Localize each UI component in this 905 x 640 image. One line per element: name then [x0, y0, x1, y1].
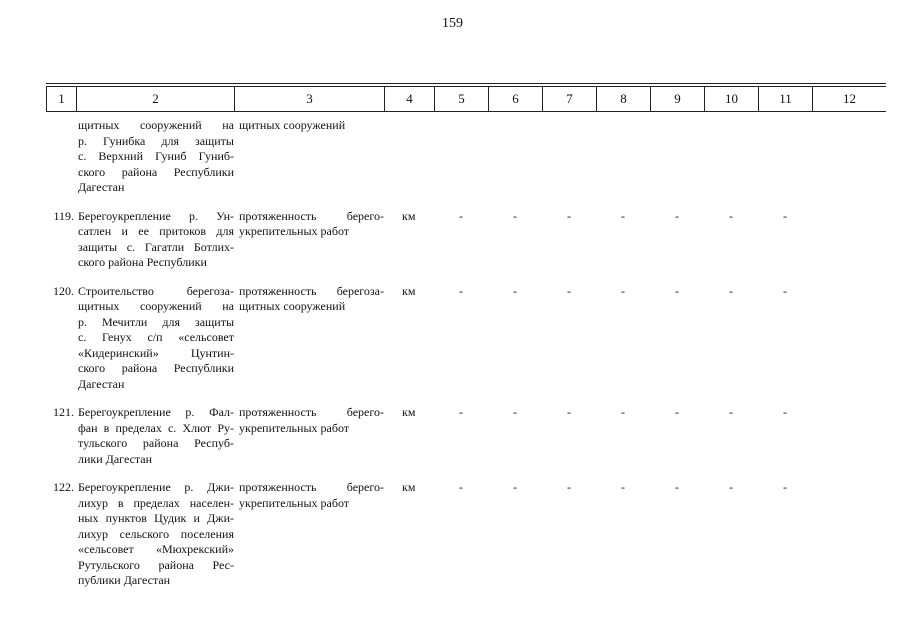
value-cell: - [783, 283, 787, 298]
table-row [46, 284, 886, 393]
row-number: 121. [53, 405, 74, 419]
value-cell: - [621, 208, 625, 223]
header-cell-6: 6 [488, 87, 542, 111]
indicator-line: щитных сооружений [239, 299, 346, 313]
value-cell: - [783, 480, 787, 494]
value-cell: - [459, 208, 463, 223]
unit-cell: км [402, 283, 416, 298]
value-cell: - [729, 283, 733, 298]
value-cell: - [513, 208, 517, 223]
measure-name-line: ского района Республики [78, 255, 207, 269]
measure-name-line: щитных сооружений на [78, 118, 234, 132]
unit-cell [384, 118, 434, 196]
measure-name-line: Берегоукрепление р. Фал- [78, 405, 234, 419]
value-cell [434, 118, 488, 196]
value-cell [704, 118, 758, 196]
indicator-line: щитных сооружений [239, 118, 346, 132]
unit-cell: км [402, 480, 416, 494]
row-number: 120. [53, 283, 74, 298]
value-cell [758, 118, 812, 196]
value-cell: - [459, 480, 463, 494]
measure-name-line: Строительство берегоза- [78, 283, 234, 298]
value-cell: - [459, 405, 463, 419]
table-row [46, 209, 886, 271]
header-cell-1: 1 [46, 87, 76, 111]
measure-name-line: публики Дагестан [78, 573, 171, 587]
unit-cell: км [402, 405, 416, 419]
measure-name-line: Рутульского района Рес- [78, 557, 234, 572]
measure-name [76, 405, 234, 467]
measure-name-line: тульского района Респуб- [78, 436, 234, 450]
measure-name-line: с. Верхний Гуниб Гуниб- [78, 149, 234, 163]
value-cell: - [621, 283, 625, 298]
row-number: 122. [53, 480, 74, 494]
value-cell: - [675, 283, 679, 298]
indicator-line: протяженность берего- [239, 208, 384, 223]
table-row [46, 480, 886, 589]
value-cell: - [621, 405, 625, 419]
value-cell: - [459, 283, 463, 298]
indicator-name [234, 284, 384, 393]
table-row [46, 405, 886, 467]
measure-name [76, 480, 234, 589]
measure-name-line: защиты с. Гагатли Ботлих- [78, 239, 234, 254]
table-row [46, 118, 886, 196]
header-cell-7: 7 [542, 87, 596, 111]
header-cell-2: 2 [76, 87, 234, 111]
table-body [46, 118, 886, 602]
measure-name-line: с. Генух с/п «сельсовет [78, 330, 234, 344]
measure-name [76, 209, 234, 271]
measure-name-line: р. Гунибка для защиты [78, 133, 234, 148]
indicator-line: протяженность берего- [239, 480, 384, 494]
measure-name-line: лихур в пределах населен- [78, 495, 234, 510]
header-cell-10: 10 [704, 87, 758, 111]
measure-name-line: ского района Республики [78, 361, 234, 375]
indicator-name [234, 118, 384, 196]
measure-name-line: лихур сельского поселения [78, 526, 234, 541]
measure-name-line: лики Дагестан [78, 451, 153, 466]
measure-name-line: Дагестан [78, 376, 125, 391]
value-cell: - [675, 480, 679, 494]
value-cell: - [783, 405, 787, 419]
page-number: 159 [442, 16, 463, 31]
value-cell: - [513, 283, 517, 298]
value-cell: - [567, 480, 571, 494]
value-cell: - [675, 208, 679, 223]
table-header-row [46, 86, 886, 112]
indicator-name [234, 405, 384, 467]
header-cell-5: 5 [434, 87, 488, 111]
indicator-line: протяженность берегоза- [239, 283, 384, 298]
value-cell: - [513, 480, 517, 494]
measure-name-line: щитных сооружений на [78, 299, 234, 313]
value-cell: - [567, 283, 571, 298]
header-cell-8: 8 [596, 87, 650, 111]
value-cell [488, 118, 542, 196]
value-cell: - [729, 208, 733, 223]
measure-name-line: сатлен и ее притоков для [78, 224, 234, 238]
row-number: 119. [53, 208, 74, 223]
value-cell: - [675, 405, 679, 419]
header-cell-3: 3 [234, 87, 384, 111]
row-number [46, 118, 76, 196]
value-cell: - [729, 480, 733, 494]
measure-name [76, 118, 234, 196]
indicator-name [234, 209, 384, 271]
measure-name-line: Берегоукрепление р. Джи- [78, 480, 234, 494]
value-cell: - [567, 208, 571, 223]
indicator-line: протяженность берего- [239, 405, 384, 419]
measure-name-line: фан в пределах с. Хлют Ру- [78, 420, 234, 435]
table-top-rule [46, 83, 886, 84]
header-cell-9: 9 [650, 87, 704, 111]
value-cell [650, 118, 704, 196]
value-cell: - [513, 405, 517, 419]
measure-name-line: Дагестан [78, 180, 125, 194]
indicator-line: укрепительных работ [239, 224, 350, 238]
measure-name-line: ского района Республики [78, 164, 234, 179]
unit-cell: км [402, 208, 416, 223]
measure-name-line: «сельсовет «Мюхрекский» [78, 542, 234, 556]
value-cell: - [567, 405, 571, 419]
indicator-name [234, 480, 384, 589]
header-cell-11: 11 [758, 87, 812, 111]
measure-name-line: р. Мечитли для защиты [78, 314, 234, 329]
value-cell [596, 118, 650, 196]
measure-name-line: Берегоукрепление р. Ун- [78, 208, 234, 223]
value-cell: - [621, 480, 625, 494]
value-cell: - [729, 405, 733, 419]
indicator-line: укрепительных работ [239, 495, 350, 510]
measure-name [76, 284, 234, 393]
indicator-line: укрепительных работ [239, 420, 350, 435]
value-cell: - [783, 208, 787, 223]
measure-name-line: «Кидеринский» Цунтин- [78, 345, 234, 360]
value-cell [542, 118, 596, 196]
header-cell-4: 4 [384, 87, 434, 111]
header-cell-12: 12 [812, 87, 886, 111]
measure-name-line: ных пунктов Цудик и Джи- [78, 511, 234, 525]
